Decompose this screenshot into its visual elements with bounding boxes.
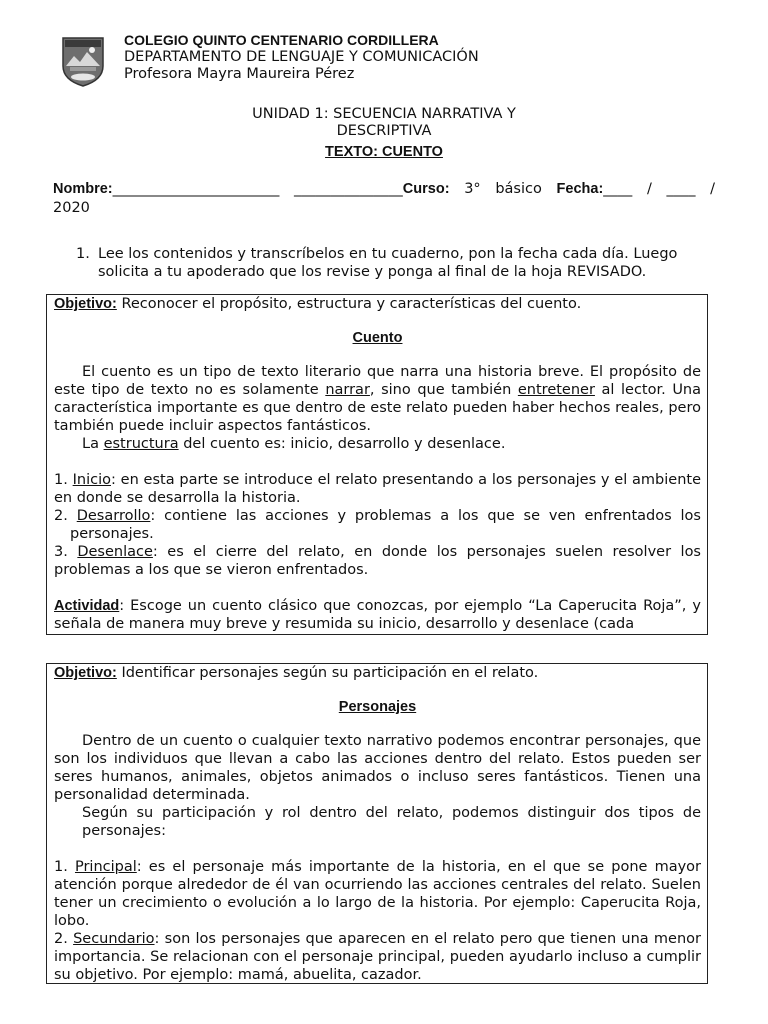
underlined-term: Principal [74,859,137,875]
teacher-name: Profesora Mayra Maureira Pérez [124,66,355,82]
paragraph-text: del cuento es: inicio, desarrollo y desenlace. [178,436,506,452]
curso-label: Curso: [402,181,450,197]
list-number: 3. [54,544,78,560]
department-name: DEPARTAMENTO DE LENGUAJE Y COMUNICACIÓN [124,49,479,65]
underlined-term: Desenlace [77,544,153,560]
document-header [124,32,479,83]
list-item-text: : contiene las acciones y problemas a los que se ven enfrentados los personajes. [70,508,701,542]
objetivo-line [54,664,701,682]
objetivo-text: Reconocer el propósito, estructura y características del cuento. [116,296,582,312]
list-item-text: : en esta parte se introduce el relato presentando a los personajes y el ambiente en donde se desarrolla la historia. [54,472,701,506]
list-item [54,507,701,543]
underlined-term: Secundario [73,931,155,947]
list-item [54,471,701,507]
fecha-blank[interactable]: ____ / ____ / [603,181,716,197]
underlined-term: narrar [325,382,370,398]
paragraph-text: El cuento es un tipo de texto literario que narra una historia breve. El propósito de este tipo de texto no es solamente [54,364,701,398]
list-number: 1. [54,859,75,875]
actividad-text: : Escoge un cuento clásico que conozcas, por ejemplo “La Caperucita Roja”, y señala de manera muy breve y resumida su inicio, desarrollo y desenlace (cada [54,598,701,632]
student-info-line [53,179,715,199]
list-item [54,858,701,930]
list-item-text: : es el cierre del relato, en donde los personajes suelen resolver los problemas a los que se vieron enfrentados. [54,544,701,578]
actividad-paragraph [54,597,701,633]
curso-value: 3° básico [464,181,542,197]
paragraph [54,435,701,453]
list-item-text: : es el personaje más importante de la historia, en el que se pone mayor atención porque alrededor de él van ocurriendo las acciones centrales del relato. Suelen tener un crecimiento o evolución a lo largo de la historia. Por ejemplo: Caperucita Roja, lobo. [54,859,702,929]
instruction-number: 1. [76,246,90,262]
nombre-blank[interactable]: _______________________ _______________ [112,181,403,197]
unit-title [0,106,768,140]
paragraph [54,363,701,435]
paragraph: Según su participación y rol dentro del relato, podemos distinguir dos tipos de personajes: [82,805,701,839]
section-heading [54,329,701,347]
list-number: 2. [54,508,77,524]
underlined-term: Inicio [72,472,111,488]
objetivo-text: Identificar personajes según su participación en el relato. [116,665,539,681]
list-item-text: : son los personajes que aparecen en el relato pero que tienen una menor importancia. Se relacionan con el personaje principal, pueden ayudarlo incluso a cumplir su objetivo. Por ejemplo: mamá, abuelita, cazador. [54,931,701,983]
actividad-label: Actividad [54,598,120,614]
list-number: 1. [54,472,73,488]
year-line: 2020 [53,200,90,216]
paragraph-text: La [82,436,104,452]
unit-title-line2: DESCRIPTIVA [336,123,432,139]
paragraph-text: , sino que también [369,382,518,398]
personajes-section-box [46,663,708,984]
cuento-section-box [46,294,708,635]
section-heading-text: Personajes [338,699,417,715]
text-type-title: TEXTO: CUENTO [325,144,443,160]
objetivo-label: Objetivo: [54,665,117,681]
objetivo-line [54,295,701,313]
nombre-label: Nombre: [53,181,113,197]
school-name: COLEGIO QUINTO CENTENARIO CORDILLERA [124,32,439,48]
instruction-item [76,245,716,281]
underlined-term: entretener [517,382,595,398]
underlined-term: Desarrollo [76,508,151,524]
underlined-term: estructura [103,436,179,452]
list-item [54,543,701,579]
fecha-label: Fecha: [556,181,604,197]
unit-title-line1: UNIDAD 1: SECUENCIA NARRATIVA Y [252,106,516,122]
section-heading [54,698,701,716]
section-heading-text: Cuento [352,330,403,346]
paragraph-text: al lector. Una característica importante es que dentro de este relato pueden haber hechos reales, pero también puede incluir aspectos fantásticos. [54,382,702,434]
school-crest-icon [60,36,106,88]
paragraph: Dentro de un cuento o cualquier texto narrativo podemos encontrar personajes, que son los individuos que llevan a cabo las acciones dentro del relato. Estos pueden ser seres humanos, animales, objetos animados o incluso seres fantásticos. Tienen una personalidad determinada. [54,733,701,803]
instruction-text: Lee los contenidos y transcríbelos en tu cuaderno, pon la fecha cada día. Luego solicita a tu apoderado que los revise y ponga al final de la hoja REVISADO. [98,246,678,280]
list-item [54,930,701,984]
list-number: 2. [54,931,74,947]
objetivo-label: Objetivo: [54,296,117,312]
